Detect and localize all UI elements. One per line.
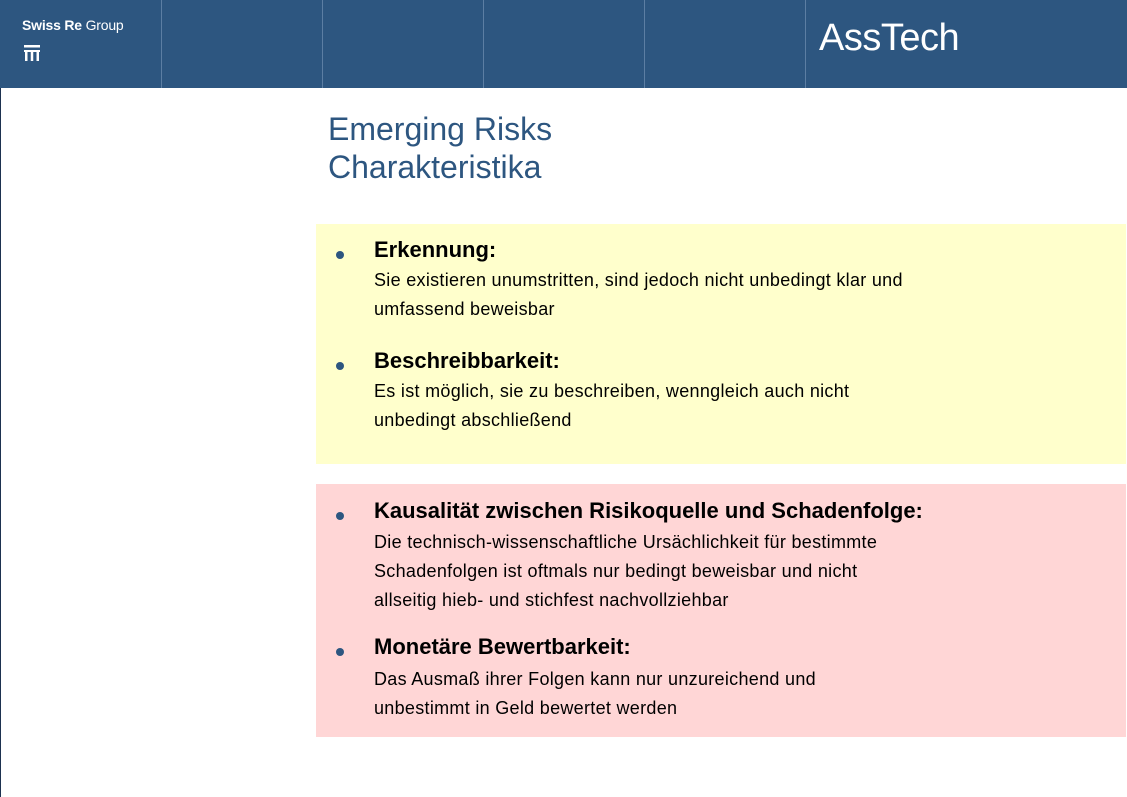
header-divider — [805, 0, 806, 88]
swiss-re-logo — [22, 17, 124, 33]
header-divider — [161, 0, 162, 88]
upper-panel — [316, 224, 1126, 464]
bullet-icon — [336, 648, 344, 656]
header-divider — [483, 0, 484, 88]
slide-title-line-1: Emerging Risks — [328, 111, 553, 147]
logo-brand-light: Group — [81, 17, 124, 33]
item-heading: Erkennung: — [374, 237, 497, 262]
bullet-icon — [336, 512, 344, 520]
item-heading: Monetäre Bewertbarkeit: — [374, 634, 631, 659]
item-description-line: unbedingt abschließend — [374, 410, 572, 430]
item-heading: Beschreibbarkeit: — [374, 348, 560, 373]
item-description-line: Die technisch-wissenschaftliche Ursächlichkeit für bestimmte — [374, 532, 878, 552]
item-description-line: unbestimmt in Geld bewertet werden — [374, 698, 678, 718]
item-description — [374, 665, 1094, 723]
item-description-line: umfassend beweisbar — [374, 299, 555, 319]
item-description-line: Sie existieren unumstritten, sind jedoch nicht unbedingt klar und — [374, 270, 903, 290]
left-frame-line — [0, 88, 1, 797]
item-description-line: Das Ausmaß ihrer Folgen kann nur unzureichend und — [374, 669, 816, 689]
bullet-icon — [336, 362, 344, 370]
lower-panel — [316, 484, 1126, 737]
item-description-line: Es ist möglich, sie zu beschreiben, wenngleich auch nicht — [374, 381, 850, 401]
slide-title — [328, 110, 552, 186]
slide-title-line-2: Charakteristika — [328, 149, 542, 185]
bullet-icon — [336, 251, 344, 259]
item-description — [374, 528, 1094, 615]
header-divider — [644, 0, 645, 88]
swiss-re-logo-mark-icon — [24, 45, 40, 61]
header-divider — [322, 0, 323, 88]
item-description-line: allseitig hieb- und stichfest nachvollziehbar — [374, 590, 729, 610]
logo-brand-bold: Swiss Re — [22, 17, 82, 33]
item-description — [374, 377, 1094, 435]
item-description-line: Schadenfolgen ist oftmals nur bedingt beweisbar und nicht — [374, 561, 858, 581]
header-title: AssTech — [819, 17, 960, 59]
item-description — [374, 266, 1094, 324]
item-heading: Kausalität zwischen Risikoquelle und Schadenfolge: — [374, 498, 923, 523]
header-bar — [0, 0, 1127, 88]
